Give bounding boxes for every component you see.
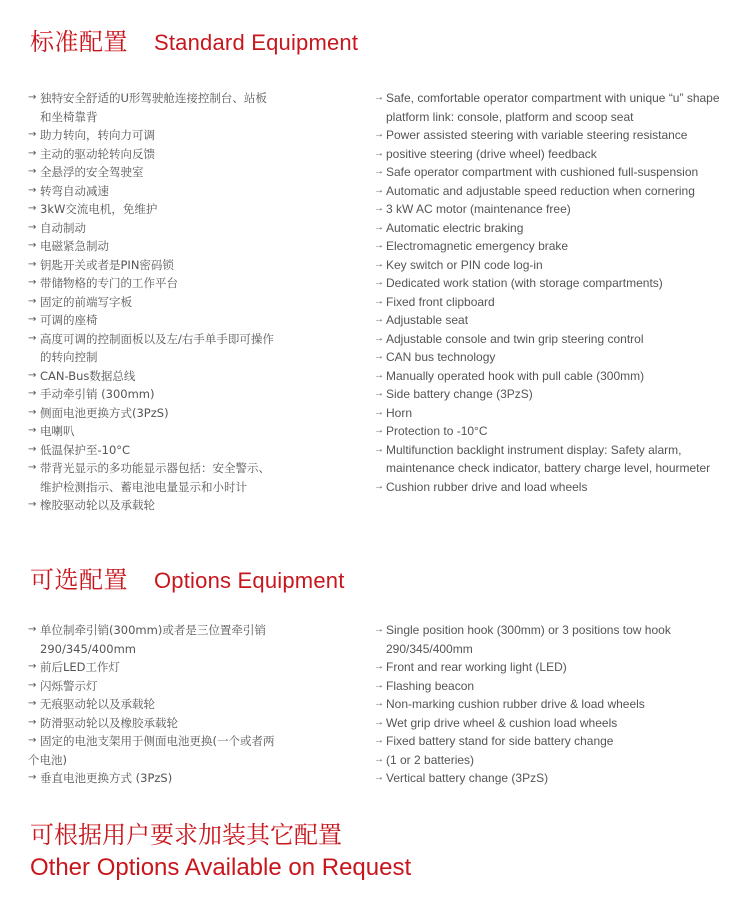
arrow-right-icon: → xyxy=(28,295,37,307)
list-item xyxy=(28,293,328,312)
list-item xyxy=(28,621,328,658)
list-item xyxy=(28,658,328,677)
list-item-text: Key switch or PIN code log-in xyxy=(386,257,543,272)
list-item xyxy=(374,677,734,696)
list-item-text: Horn xyxy=(386,405,413,420)
list-item-text: Adjustable console and twin grip steering control xyxy=(386,331,644,346)
list-item xyxy=(28,145,328,164)
arrow-right-icon: → xyxy=(374,351,384,362)
list-item xyxy=(28,385,328,404)
list-item-text: 垂直电池更换方式 (3PzS) xyxy=(40,771,173,785)
arrow-right-icon: → xyxy=(374,147,384,159)
arrow-right-icon: → xyxy=(374,240,384,251)
list-item-text: 助力转向，转向力可调 xyxy=(40,128,155,142)
arrow-right-icon: → xyxy=(28,240,37,251)
list-item-text: 转弯自动减速 xyxy=(40,183,109,198)
list-item xyxy=(28,422,328,441)
arrow-right-icon: → xyxy=(28,258,37,270)
list-item-text: 橡胶驱动轮以及承载轮 xyxy=(40,498,155,512)
list-item-text: 电喇叭 xyxy=(40,424,75,438)
standard-title-en: Standard Equipment xyxy=(154,30,359,55)
list-item-text: 单位制牵引销(300mm)或者是三位置牵引销 290/345/400mm xyxy=(40,623,266,656)
list-item xyxy=(374,751,734,770)
arrow-right-icon: → xyxy=(374,735,384,746)
list-item xyxy=(28,459,328,496)
arrow-right-icon: → xyxy=(28,406,37,418)
list-item-text: CAN bus technology xyxy=(386,350,496,364)
standard-items-en xyxy=(374,89,734,496)
arrow-right-icon: → xyxy=(28,388,37,399)
list-item xyxy=(374,441,734,478)
list-item-text: Dedicated work station (with storage compartments) xyxy=(386,276,663,290)
list-item xyxy=(28,404,328,423)
arrow-right-icon: → xyxy=(374,203,384,214)
arrow-right-icon: → xyxy=(374,221,384,233)
list-item xyxy=(28,751,328,770)
options-items-en xyxy=(374,621,734,788)
list-item-text: 闪烁警示灯 xyxy=(40,678,98,693)
arrow-right-icon: → xyxy=(28,499,37,510)
list-item xyxy=(374,385,734,404)
list-item-text: 高度可调的控制面板以及左/右手单手即可操作 的转向控制 xyxy=(40,331,274,364)
other-title-zh: 可根据用户要求加装其它配置 xyxy=(30,821,342,849)
list-item-text: 个电池) xyxy=(28,752,67,767)
list-item-text: Safe, comfortable operator compartment with unique “u” shape platform link: console, platform and scoop seat xyxy=(386,91,720,124)
arrow-right-icon: → xyxy=(28,698,37,709)
list-item xyxy=(374,311,734,330)
arrow-right-icon: → xyxy=(374,258,384,270)
arrow-right-icon: → xyxy=(28,129,37,140)
arrow-right-icon: → xyxy=(374,369,384,381)
list-item xyxy=(28,182,328,201)
arrow-right-icon: → xyxy=(374,661,384,672)
list-item xyxy=(28,126,328,145)
list-item-text: 固定的电池支架用于侧面电池更换(一个或者两 xyxy=(40,734,275,748)
list-item-text: Power assisted steering with variable steering resistance xyxy=(386,128,688,142)
arrow-right-icon: → xyxy=(28,277,37,288)
list-item-text: 自动制动 xyxy=(40,220,86,235)
list-item-text: positive steering (drive wheel) feedback xyxy=(386,146,597,161)
list-item xyxy=(374,89,734,126)
arrow-right-icon: → xyxy=(28,425,37,436)
list-item-text: Front and rear working light (LED) xyxy=(386,660,567,674)
list-item xyxy=(28,367,328,386)
arrow-right-icon: → xyxy=(374,295,384,307)
list-item xyxy=(28,769,328,788)
list-item xyxy=(374,714,734,733)
arrow-right-icon: → xyxy=(28,92,37,103)
options-items-zh xyxy=(28,621,328,788)
list-item-text: 电磁紧急制动 xyxy=(40,239,109,253)
arrow-right-icon: → xyxy=(374,388,384,399)
arrow-right-icon: → xyxy=(374,406,384,418)
standard-items-zh xyxy=(28,89,328,515)
list-item xyxy=(374,200,734,219)
list-item xyxy=(28,89,328,126)
list-item xyxy=(28,714,328,733)
list-item xyxy=(374,769,734,788)
list-item-text: 带背光显示的多功能显示器包括：安全警示、 维护检测指示、蓄电池电量显示和小时计 xyxy=(40,461,270,494)
list-item-text: Safe operator compartment with cushioned full-suspension xyxy=(386,165,699,179)
standard-list-zh xyxy=(28,89,328,515)
standard-title-zh: 标准配置 xyxy=(30,28,128,56)
list-item xyxy=(374,330,734,349)
arrow-right-icon: → xyxy=(374,716,384,728)
list-item-text: 钥匙开关或者是PIN密码锁 xyxy=(40,257,174,272)
arrow-right-icon: → xyxy=(28,221,37,233)
arrow-right-icon: → xyxy=(28,679,37,691)
list-item-text: Manually operated hook with pull cable (300mm) xyxy=(386,368,645,383)
list-item-text: Non-marking cushion rubber drive & load wheels xyxy=(386,697,645,711)
arrow-right-icon: → xyxy=(28,184,37,196)
arrow-right-icon: → xyxy=(28,661,37,672)
arrow-right-icon: → xyxy=(374,166,384,177)
arrow-right-icon: → xyxy=(374,698,384,709)
list-item xyxy=(374,422,734,441)
list-item-text: 3 kW AC motor (maintenance free) xyxy=(386,202,571,216)
list-item xyxy=(28,237,328,256)
arrow-right-icon: → xyxy=(374,753,384,765)
list-item xyxy=(374,237,734,256)
arrow-right-icon: → xyxy=(374,443,384,455)
arrow-right-icon: → xyxy=(28,147,37,159)
list-item xyxy=(374,163,734,182)
arrow-right-icon: → xyxy=(28,314,37,325)
arrow-right-icon: → xyxy=(374,679,384,691)
list-item xyxy=(28,677,328,696)
list-item-text: Vertical battery change (3PzS) xyxy=(386,771,549,785)
list-item-text: (1 or 2 batteries) xyxy=(386,752,475,767)
list-item-text: Fixed front clipboard xyxy=(386,294,495,309)
list-item-text: Single position hook (300mm) or 3 positions tow hook 290/345/400mm xyxy=(386,623,671,656)
arrow-right-icon: → xyxy=(28,716,37,728)
list-item-text: Wet grip drive wheel & cushion load wheels xyxy=(386,715,618,730)
other-title-en: Other Options Available on Request xyxy=(30,854,412,881)
list-item-text: Automatic and adjustable speed reduction when cornering xyxy=(386,183,695,198)
arrow-right-icon: → xyxy=(28,735,37,746)
list-item xyxy=(28,200,328,219)
list-item xyxy=(374,182,734,201)
list-item xyxy=(374,478,734,497)
list-item xyxy=(374,274,734,293)
list-item-text: 全悬浮的安全驾驶室 xyxy=(40,165,144,179)
list-item xyxy=(374,404,734,423)
list-item-text: 手动牵引销 (300mm) xyxy=(40,387,155,401)
options-title-en: Options Equipment xyxy=(154,568,345,593)
list-item xyxy=(374,695,734,714)
list-item-text: 独特安全舒适的U形驾驶舱连接控制台、站板 和坐椅靠背 xyxy=(40,91,267,124)
list-item-text: 防滑驱动轮以及橡胶承载轮 xyxy=(40,715,178,730)
list-item-text: Flashing beacon xyxy=(386,678,475,693)
arrow-right-icon: → xyxy=(28,166,37,177)
list-item xyxy=(28,732,328,751)
options-title-zh: 可选配置 xyxy=(30,566,128,594)
list-item-text: 前后LED工作灯 xyxy=(40,660,121,674)
options-list-en xyxy=(374,621,734,788)
list-item-text: Side battery change (3PzS) xyxy=(386,387,533,401)
other-options-heading xyxy=(30,818,411,884)
list-item xyxy=(374,621,734,658)
list-item xyxy=(374,256,734,275)
arrow-right-icon: → xyxy=(28,332,37,344)
list-item xyxy=(28,695,328,714)
list-item xyxy=(374,145,734,164)
list-item xyxy=(374,658,734,677)
list-item xyxy=(28,274,328,293)
arrow-right-icon: → xyxy=(374,425,384,436)
arrow-right-icon: → xyxy=(374,277,384,288)
arrow-right-icon: → xyxy=(374,129,384,140)
list-item-text: 侧面电池更换方式(3PzS) xyxy=(40,405,169,420)
arrow-right-icon: → xyxy=(28,203,37,214)
arrow-right-icon: → xyxy=(374,772,384,783)
list-item-text: Electromagnetic emergency brake xyxy=(386,239,569,253)
arrow-right-icon: → xyxy=(28,772,37,783)
arrow-right-icon: → xyxy=(28,369,37,381)
list-item xyxy=(374,219,734,238)
list-item xyxy=(28,441,328,460)
list-item xyxy=(28,330,328,367)
list-item-text: 无痕驱动轮以及承载轮 xyxy=(40,697,155,711)
list-item xyxy=(28,219,328,238)
list-item-text: 低温保护至-10°C xyxy=(40,442,131,457)
standard-equipment-heading xyxy=(30,22,358,57)
arrow-right-icon: → xyxy=(374,480,384,492)
list-item xyxy=(28,163,328,182)
list-item xyxy=(28,311,328,330)
list-item-text: Fixed battery stand for side battery change xyxy=(386,734,614,748)
list-item-text: Multifunction backlight instrument display: Safety alarm, maintenance check indicator, battery charge level, hourmeter xyxy=(386,442,711,475)
list-item-text: Cushion rubber drive and load wheels xyxy=(386,479,588,494)
list-item xyxy=(374,732,734,751)
arrow-right-icon: → xyxy=(374,332,384,344)
list-item xyxy=(374,293,734,312)
arrow-right-icon: → xyxy=(374,624,384,635)
options-equipment-heading xyxy=(30,560,345,595)
arrow-right-icon: → xyxy=(28,443,37,455)
options-list-zh xyxy=(28,621,328,788)
list-item xyxy=(28,256,328,275)
arrow-right-icon: → xyxy=(374,92,384,103)
list-item-text: Protection to -10°C xyxy=(386,424,488,438)
arrow-right-icon: → xyxy=(28,462,37,473)
list-item xyxy=(374,126,734,145)
standard-list-en xyxy=(374,89,734,496)
list-item-text: 带储物格的专门的工作平台 xyxy=(40,276,178,290)
list-item-text: CAN-Bus数据总线 xyxy=(40,368,136,383)
list-item-text: 主动的驱动轮转向反馈 xyxy=(40,146,155,161)
list-item-text: 固定的前端写字板 xyxy=(40,294,132,309)
list-item-text: 3kW交流电机，免维护 xyxy=(40,202,158,216)
list-item xyxy=(28,496,328,515)
arrow-right-icon: → xyxy=(28,624,37,635)
list-item xyxy=(374,367,734,386)
list-item-text: Adjustable seat xyxy=(386,313,469,327)
list-item xyxy=(374,348,734,367)
list-item-text: 可调的座椅 xyxy=(40,313,98,327)
arrow-right-icon: → xyxy=(374,184,384,196)
arrow-right-icon: → xyxy=(374,314,384,325)
list-item-text: Automatic electric braking xyxy=(386,220,524,235)
